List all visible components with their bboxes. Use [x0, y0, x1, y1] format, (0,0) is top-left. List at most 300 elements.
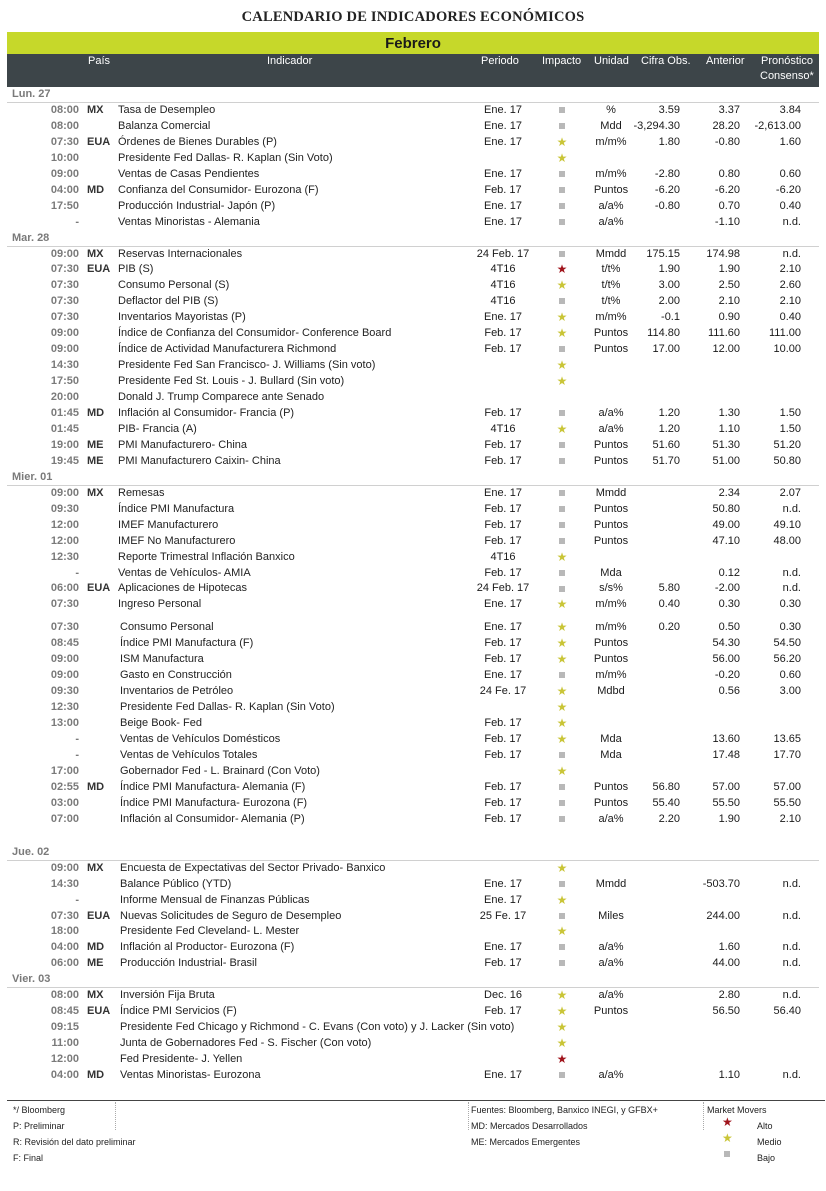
row-anterior: 2.34: [718, 486, 740, 499]
row-cifra-obs: 114.80: [647, 327, 680, 340]
row-anterior: 51.00: [712, 454, 740, 467]
gray-square-icon: [552, 780, 572, 795]
row-time: 07:30: [50, 598, 79, 611]
footer-dotted-divider: [115, 1102, 116, 1130]
table-row: [0, 534, 826, 549]
row-time: 12:00: [50, 518, 79, 531]
row-pronostico: n.d.: [782, 877, 801, 890]
row-cifra-obs: 51.70: [652, 454, 680, 467]
header-pais: País: [88, 55, 111, 67]
table-row: [0, 1036, 826, 1051]
row-periodo: Ene. 17: [484, 119, 522, 132]
row-pronostico: 49.10: [773, 518, 801, 531]
row-time: 07:30: [50, 263, 79, 276]
row-cifra-obs: 2.00: [658, 295, 680, 308]
table-row: [0, 812, 826, 827]
yellow-star-icon: [552, 700, 572, 716]
row-time: -: [75, 748, 79, 761]
table-row: [0, 566, 826, 581]
row-indicator: Tasa de Desempleo: [118, 103, 216, 116]
gray-square-icon: [559, 442, 565, 448]
row-anterior: 244.00: [706, 909, 740, 922]
table-row: [0, 486, 826, 501]
row-pronostico: n.d.: [782, 957, 801, 970]
row-anterior: 56.00: [712, 653, 740, 666]
table-row: [0, 422, 826, 437]
yellow-star-icon: ★: [556, 716, 568, 731]
row-time: 07:30: [50, 311, 79, 324]
footnote-md: MD: Mercados Desarrollados: [471, 1121, 588, 1131]
gray-square-icon: [552, 748, 572, 763]
red-star-icon: [552, 262, 572, 278]
row-anterior: 1.60: [718, 941, 740, 954]
row-anterior: -1.10: [714, 215, 740, 228]
row-pronostico: 17.70: [773, 748, 801, 761]
row-time: 12:30: [50, 550, 79, 563]
row-periodo: Feb. 17: [484, 518, 522, 531]
gray-square-icon: [559, 881, 565, 887]
row-pronostico: 2.10: [779, 263, 801, 276]
table-row: [0, 956, 826, 971]
row-pronostico: 13.65: [773, 733, 801, 745]
row-unidad: Mdd: [600, 119, 622, 132]
row-time: 09:00: [50, 327, 79, 340]
row-unidad: a/a%: [598, 957, 624, 970]
yellow-star-icon: ★: [556, 924, 568, 939]
row-anterior: 44.00: [712, 957, 740, 970]
row-indicator: Nuevas Solicitudes de Seguro de Desempleo: [120, 909, 342, 922]
yellow-star-icon: ★: [556, 1020, 568, 1035]
legend-bajo: Bajo: [757, 1153, 776, 1163]
row-unidad: Mda: [600, 748, 622, 761]
row-indicator: Aplicaciones de Hipotecas: [118, 582, 248, 595]
table-row: [0, 581, 826, 596]
gray-square-icon: [559, 522, 565, 528]
row-pronostico: n.d.: [782, 566, 801, 579]
row-anterior: 57.00: [712, 780, 740, 793]
red-star-icon: ★: [556, 262, 568, 277]
row-unidad: Puntos: [593, 438, 629, 451]
row-periodo: Ene. 17: [484, 598, 522, 611]
header-unidad: Unidad: [594, 55, 629, 67]
table-row: [0, 780, 826, 795]
table-row: [0, 438, 826, 453]
gray-square-icon: [559, 171, 565, 177]
table-row: [0, 247, 826, 262]
gray-square-icon: [559, 672, 565, 678]
gray-square-icon: [559, 203, 565, 209]
row-indicator: Presidente Fed Cleveland- L. Mester: [120, 925, 300, 938]
row-pronostico: 0.60: [779, 167, 801, 180]
row-time: 12:00: [50, 534, 79, 547]
row-unidad: a/a%: [598, 989, 624, 1002]
row-cifra-obs: -3,294.30: [633, 119, 680, 132]
day-label: Mier. 01: [12, 470, 53, 483]
row-anterior: 1.30: [718, 407, 740, 419]
row-pronostico: n.d.: [782, 909, 801, 922]
table-row: [0, 390, 826, 405]
gray-square-icon: [552, 534, 572, 549]
row-anterior: 0.12: [718, 566, 740, 579]
row-indicator: Gasto en Construcción: [120, 669, 232, 682]
gray-square-icon: [559, 784, 565, 790]
row-indicator: Inflación al Productor- Eurozona (F): [120, 941, 295, 954]
gray-square-icon: [552, 199, 572, 214]
yellow-star-icon: [552, 732, 572, 748]
gray-square-icon: [552, 502, 572, 517]
row-indicator: Índice de Actividad Manufacturera Richmond: [118, 343, 337, 356]
row-anterior: -503.70: [702, 877, 740, 890]
row-periodo: Feb. 17: [484, 796, 522, 809]
row-anterior: 2.80: [718, 989, 740, 1002]
table-row: [0, 103, 826, 118]
row-indicator: Presidente Fed San Francisco- J. Williams (Sin voto): [118, 359, 376, 372]
row-time: 17:50: [50, 375, 79, 388]
row-periodo: 4T16: [490, 422, 516, 435]
row-anterior: 49.00: [712, 518, 740, 531]
table-row: [0, 716, 826, 731]
row-country: MD: [87, 780, 105, 793]
row-unidad: Mmdd: [595, 877, 627, 890]
gray-square-icon: [559, 944, 565, 950]
row-indicator: Deflactor del PIB (S): [118, 295, 219, 308]
row-indicator: Inversión Fija Bruta: [120, 989, 215, 1002]
yellow-star-icon: [552, 422, 572, 438]
yellow-star-icon: ★: [556, 374, 568, 389]
day-header: [7, 845, 819, 861]
header-periodo: Periodo: [481, 55, 519, 67]
row-cifra-obs: 175.15: [646, 247, 680, 260]
row-cifra-obs: -2.80: [654, 167, 680, 180]
yellow-star-icon: [552, 1036, 572, 1052]
row-periodo: 4T16: [490, 263, 516, 276]
row-periodo: Feb. 17: [484, 438, 522, 451]
row-time: 07:30: [50, 909, 79, 922]
header-cifra: Cifra Obs.: [641, 55, 691, 67]
row-pronostico: 56.20: [773, 653, 801, 666]
row-time: 18:00: [50, 925, 79, 938]
table-row: [0, 620, 826, 635]
yellow-star-icon: [552, 151, 572, 167]
row-pronostico: 56.40: [773, 1005, 801, 1018]
row-country: MX: [87, 486, 104, 499]
row-anterior: -0.20: [714, 669, 740, 682]
row-country: EUA: [87, 909, 111, 922]
row-periodo: 24 Feb. 17: [476, 582, 530, 595]
row-indicator: Índice PMI Manufactura- Eurozona (F): [120, 796, 308, 809]
row-unidad: Mmdd: [595, 247, 627, 260]
header-consenso: Consenso*: [760, 70, 814, 82]
footer-divider: [7, 1100, 825, 1101]
row-pronostico: 54.50: [773, 637, 801, 650]
row-cifra-obs: 1.90: [658, 263, 680, 276]
row-unidad: Mdbd: [597, 685, 625, 698]
row-unidad: a/a%: [598, 812, 624, 825]
row-periodo: Ene. 17: [484, 167, 522, 180]
row-indicator: Junta de Gobernadores Fed - S. Fischer (Con voto): [120, 1037, 372, 1050]
row-indicator: Ventas de Casas Pendientes: [118, 167, 260, 180]
row-time: 09:00: [50, 247, 79, 260]
row-time: -: [75, 893, 79, 906]
gray-square-icon: [559, 538, 565, 544]
row-time: 10:00: [50, 151, 79, 164]
row-pronostico: n.d.: [782, 941, 801, 954]
row-unidad: Puntos: [593, 343, 629, 356]
row-unidad: %: [606, 103, 616, 116]
row-indicator: PMI Manufacturero- China: [118, 438, 247, 451]
yellow-star-icon: [552, 278, 572, 294]
row-pronostico: 0.60: [779, 669, 801, 682]
gray-square-icon: [552, 909, 572, 924]
row-periodo: Ene. 17: [484, 103, 522, 116]
row-time: 09:30: [50, 685, 79, 698]
row-indicator: Ventas de Vehículos- AMIA: [118, 566, 251, 579]
row-time: 09:00: [50, 167, 79, 180]
row-anterior: 3.37: [718, 103, 740, 116]
day-label: Mar. 28: [12, 231, 50, 244]
row-indicator: Informe Mensual de Finanzas Públicas: [120, 893, 310, 906]
row-periodo: Feb. 17: [484, 748, 522, 761]
row-periodo: Ene. 17: [484, 669, 522, 682]
row-anterior: 2.10: [718, 295, 740, 308]
row-indicator: Consumo Personal (S): [118, 279, 230, 292]
row-cifra-obs: 2.20: [658, 812, 680, 825]
row-cifra-obs: 17.00: [652, 343, 680, 356]
row-country: ME: [87, 957, 104, 970]
row-anterior: 0.80: [718, 167, 740, 180]
gray-square-icon: [552, 1068, 572, 1083]
row-time: 09:00: [50, 653, 79, 666]
row-unidad: a/a%: [598, 1069, 624, 1081]
gray-square-icon: [559, 800, 565, 806]
table-row: [0, 262, 826, 277]
row-periodo: Ene. 17: [484, 877, 522, 890]
row-pronostico: 0.40: [779, 199, 801, 212]
yellow-star-icon: ★: [556, 597, 568, 612]
row-periodo: Ene. 17: [484, 135, 522, 148]
row-pronostico: n.d.: [782, 989, 801, 1002]
footnote-fuentes: Fuentes: Bloomberg, Banxico INEGI, y GFBX+: [471, 1105, 658, 1115]
yellow-star-icon: ★: [556, 732, 568, 746]
gray-square-icon: [559, 913, 565, 919]
yellow-star-icon: ★: [556, 1036, 568, 1051]
row-unidad: m/m%: [595, 167, 627, 180]
row-time: 04:00: [50, 183, 79, 196]
gray-square-icon: [559, 490, 565, 496]
table-row: [0, 294, 826, 309]
table-row: [0, 135, 826, 150]
row-pronostico: 57.00: [773, 780, 801, 793]
row-indicator: Presidente Fed St. Louis - J. Bullard (Sin voto): [118, 375, 345, 388]
red-star-icon: [552, 1052, 572, 1068]
footnote-final: F: Final: [13, 1153, 44, 1163]
row-anterior: 174.98: [706, 247, 740, 260]
row-periodo: 4T16: [490, 550, 516, 563]
table-row: [0, 877, 826, 892]
row-pronostico: -2,613.00: [754, 119, 801, 132]
legend-medio: Medio: [757, 1137, 782, 1147]
row-anterior: 2.50: [718, 279, 740, 292]
day-header: [7, 231, 819, 247]
table-row: [0, 684, 826, 699]
row-anterior: -0.80: [714, 135, 740, 148]
row-time: 09:00: [50, 486, 79, 499]
row-unidad: m/m%: [595, 598, 627, 611]
row-unidad: m/m%: [595, 135, 627, 148]
gray-square-icon: [559, 570, 565, 576]
row-pronostico: 51.20: [773, 438, 801, 451]
day-label: Vier. 03: [12, 973, 51, 986]
row-anterior: -2.00: [714, 582, 740, 595]
row-indicator: IMEF Manufacturero: [118, 518, 219, 531]
yellow-star-icon: ★: [556, 134, 568, 149]
row-time: 04:00: [50, 1069, 79, 1081]
row-time: 12:00: [50, 1053, 79, 1066]
row-indicator: Consumo Personal: [120, 621, 214, 634]
row-periodo: Ene. 17: [484, 1069, 522, 1081]
row-anterior: 50.80: [712, 502, 740, 515]
footnote-bloomberg: */ Bloomberg: [13, 1105, 66, 1115]
row-indicator: Reservas Internacionales: [118, 247, 243, 260]
row-unidad: Puntos: [593, 653, 629, 666]
row-anterior: 0.30: [718, 598, 740, 611]
row-pronostico: n.d.: [782, 582, 801, 595]
row-anterior: 28.20: [712, 119, 740, 132]
yellow-star-icon: ★: [556, 652, 568, 667]
gray-square-icon: [559, 187, 565, 193]
row-indicator: Índice PMI Servicios (F): [120, 1005, 237, 1018]
row-indicator: Beige Book- Fed: [120, 717, 202, 730]
row-country: ME: [87, 438, 104, 451]
row-time: 17:50: [50, 199, 79, 212]
header-anterior: Anterior: [706, 55, 745, 67]
table-row: [0, 668, 826, 683]
yellow-star-icon: ★: [556, 150, 568, 165]
row-country: ME: [87, 454, 104, 467]
gray-square-icon: [559, 1072, 565, 1078]
yellow-star-icon: ★: [556, 358, 568, 373]
table-row: [0, 342, 826, 357]
row-anterior: 111.60: [707, 327, 740, 340]
row-time: 19:45: [50, 454, 79, 467]
row-indicator: IMEF No Manufacturero: [118, 534, 236, 547]
table-row: [0, 796, 826, 811]
yellow-star-icon: [552, 893, 572, 909]
row-pronostico: 3.00: [779, 685, 801, 698]
row-indicator: Presidente Fed Chicago y Richmond - C. Evans (Con voto) y J. Lacker (Sin voto): [120, 1021, 515, 1034]
row-periodo: Ene. 17: [484, 215, 522, 228]
table-row: [0, 597, 826, 612]
row-periodo: 4T16: [490, 295, 516, 308]
table-row: [0, 700, 826, 715]
row-periodo: 25 Fe. 17: [479, 909, 527, 922]
row-time: 02:55: [50, 780, 79, 793]
row-indicator: Ventas de Vehículos Domésticos: [120, 733, 281, 745]
row-indicator: Presidente Fed Dallas- R. Kaplan (Sin Voto): [118, 151, 333, 164]
row-cifra-obs: 1.20: [658, 407, 680, 419]
row-time: 11:00: [51, 1037, 79, 1050]
row-indicator: Reporte Trimestral Inflación Banxico: [118, 550, 295, 563]
yellow-star-icon: [552, 620, 572, 636]
row-periodo: Ene. 17: [484, 893, 522, 906]
row-periodo: Ene. 17: [484, 199, 522, 212]
row-pronostico: n.d.: [782, 1069, 801, 1081]
gray-square-icon: [552, 103, 572, 118]
row-time: 09:00: [50, 861, 79, 874]
row-pronostico: n.d.: [782, 502, 801, 515]
row-pronostico: 2.10: [779, 812, 801, 825]
yellow-star-icon: [552, 684, 572, 700]
row-time: -: [75, 566, 79, 579]
page-title: CALENDARIO DE INDICADORES ECONÓMICOS: [241, 9, 585, 25]
gray-square-icon: [559, 410, 565, 416]
row-time: 03:00: [50, 796, 79, 809]
yellow-star-icon: [552, 550, 572, 566]
table-row: [0, 199, 826, 214]
row-periodo: Ene. 17: [484, 941, 522, 954]
table-row: [0, 358, 826, 373]
gray-square-icon: [559, 458, 565, 464]
row-unidad: Mda: [600, 566, 622, 579]
row-time: 09:00: [50, 343, 79, 356]
row-periodo: Feb. 17: [484, 812, 522, 825]
gray-square-icon: [559, 251, 565, 257]
row-indicator: Índice PMI Manufactura (F): [120, 637, 254, 650]
gray-square-icon: [552, 796, 572, 811]
table-row: [0, 1068, 826, 1083]
row-indicator: PIB- Francia (A): [118, 422, 197, 435]
row-anterior: -6.20: [714, 183, 740, 196]
yellow-star-icon: ★: [556, 892, 568, 907]
table-row: [0, 988, 826, 1003]
yellow-star-icon: [552, 636, 572, 652]
row-country: EUA: [87, 582, 111, 595]
row-unidad: m/m%: [595, 621, 627, 634]
table-row: [0, 151, 826, 166]
footnote-revision: R: Revisión del dato preliminar: [13, 1137, 136, 1147]
row-unidad: a/a%: [598, 422, 624, 435]
header-impacto: Impacto: [542, 55, 582, 67]
row-cifra-obs: -6.20: [654, 183, 680, 196]
row-pronostico: 10.00: [773, 343, 801, 356]
table-row: [0, 748, 826, 763]
row-time: 08:45: [50, 1005, 79, 1018]
row-anterior: 56.50: [712, 1005, 740, 1018]
table-row: [0, 550, 826, 565]
legend-title: Market Movers: [707, 1105, 767, 1115]
row-pronostico: 0.30: [779, 621, 801, 634]
row-pronostico: 2.10: [779, 295, 801, 308]
row-anterior: 51.30: [712, 438, 740, 451]
row-indicator: Ingreso Personal: [118, 598, 202, 611]
day-header: [7, 87, 819, 103]
table-row: [0, 215, 826, 230]
gray-square-icon: [552, 566, 572, 581]
row-unidad: a/a%: [598, 215, 624, 228]
row-periodo: Feb. 17: [484, 733, 522, 745]
row-unidad: Puntos: [593, 796, 629, 809]
row-cifra-obs: -0.80: [654, 199, 680, 212]
row-indicator: Inventarios de Petróleo: [120, 685, 234, 698]
row-time: 07:30: [50, 621, 79, 634]
row-pronostico: 55.50: [773, 796, 801, 809]
gray-square-icon: [552, 215, 572, 230]
yellow-star-icon: ★: [556, 636, 568, 651]
row-country: MD: [87, 1069, 105, 1081]
row-pronostico: 2.60: [779, 279, 801, 292]
gray-square-icon: [552, 406, 572, 421]
row-time: 08:45: [50, 637, 79, 650]
